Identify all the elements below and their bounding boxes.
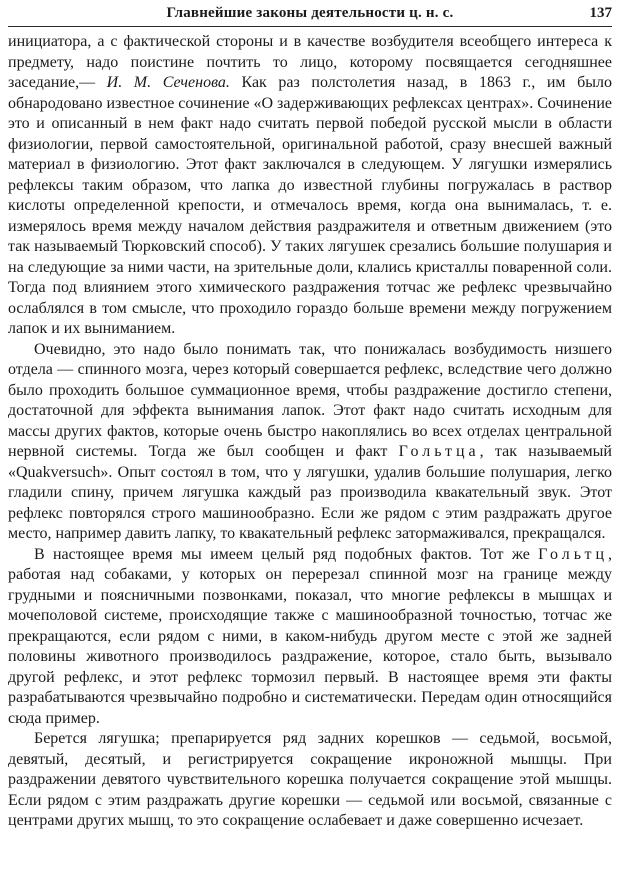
- paragraph-4-text: Берется лягушка; препарируется ряд задних корешков — седьмой, восьмой, девятый, десятый, и регистрируется сокращение икроножной мышцы. При раздражении девятого чувствительного корешка получается сокращение этой мышцы. Если рядом с этим раздражать другие корешки — седьмой или восьмой, связанные с центрами других мышц, то это сокращение ослабевает и даже совершенно исчезает.: [8, 730, 612, 829]
- paragraph-2-text-end: , так называемый «Quakversuch». Опыт состоял в том, что у лягушки, удалив большие полушария, легко гладили спину, причем лягушка каждый раз производила квакательный звук. Этот рефлекс повторялся строго машинообразно. Если же рядом с этим раздражать другое место, например давить лапку, то квакательный рефлекс затормаживался, прекращался.: [8, 443, 612, 542]
- paragraph-3: [8, 545, 612, 730]
- paragraph-2: [8, 340, 612, 545]
- paragraph-1: [8, 32, 612, 340]
- spaced-name-goltz: Гольтц: [538, 545, 608, 563]
- paragraph-1-text-start: инициатора, а с фактической стороны и в качестве возбудителя всеобщего интереса к предмету, надо поистине почтить то лицо, которому посвящается сегодняшнее заседание,—: [8, 33, 612, 91]
- paragraph-2-text-start: Очевидно, это надо было понимать так, что понижалась возбудимость низшего отдела — спинного мозга, через который совершается рефлекс, вследствие чего должно было проходить большое суммационное время, чтобы раздражение достигло степени, достаточной для эффекта вынимания лапок. Этот факт надо считать исходным для массы других фактов, которые очень быстро накоплялись во всех отделах центральной нервной системы. Тогда же был сообщен и факт: [8, 340, 612, 460]
- paragraph-4: [8, 729, 612, 832]
- author-name-sechenov: И. М. Сеченова.: [106, 74, 230, 91]
- body-text: [8, 32, 612, 832]
- spaced-name-goltz: Гольтца: [398, 443, 480, 460]
- chapter-title: Главнейшие законы деятельности ц. н. с.: [166, 5, 454, 21]
- page-number: 137: [589, 5, 612, 21]
- paragraph-3-text-end: , работая над собаками, у которых он перерезал спинной мозг на границе между грудными и поясничными позвонками, показал, что многие рефлексы в мышцах и мочеполовой системе, происходящие также с машинообразной точностью, тотчас же прекращаются, если рядом с ними, в каком-нибудь другом месте с этой же задней половины животного производилось раздражение, которое, стало быть, вызывало другой рефлекс, и этот рефлекс тормозил первый. В настоящее время эти факты разрабатываются чрезвычайно подробно и систематически. Передам один относящийся сюда пример.: [8, 545, 612, 727]
- running-header: [8, 2, 612, 27]
- paragraph-3-text-start: В настоящее время мы имеем целый ряд подобных фактов. Тот же: [34, 545, 539, 563]
- paragraph-1-text-end: Как раз полстолетия назад, в 1863 г., им было обнародовано известное сочинение «О задерживающих рефлексах центрах». Сочинение это и описанный в нем факт надо считать первой победой русской мысли в области физиологии, первой самостоятельной, оригинальной работой, сразу внесшей важный материал в физиологию. Этот факт заключался в следующем. У лягушки измерялись рефлексы таким образом, что лапка до известной глубины погружалась в раствор кислоты определенной крепости, и отмечалось время, когда она вынималась, т. е. измерялось время между началом действия раздражителя и ответным движением (это так называемый Тюрковский способ). У таких лягушек срезались большие полушария и на следующие за ними части, на зрительные доли, клались кристаллы поваренной соли. Тогда под влиянием этого химического раздражения тотчас же рефлекс чрезвычайно ослаблялся в том смысле, что проходило гораздо больше времени между погружением лапок и их выниманием.: [8, 74, 613, 337]
